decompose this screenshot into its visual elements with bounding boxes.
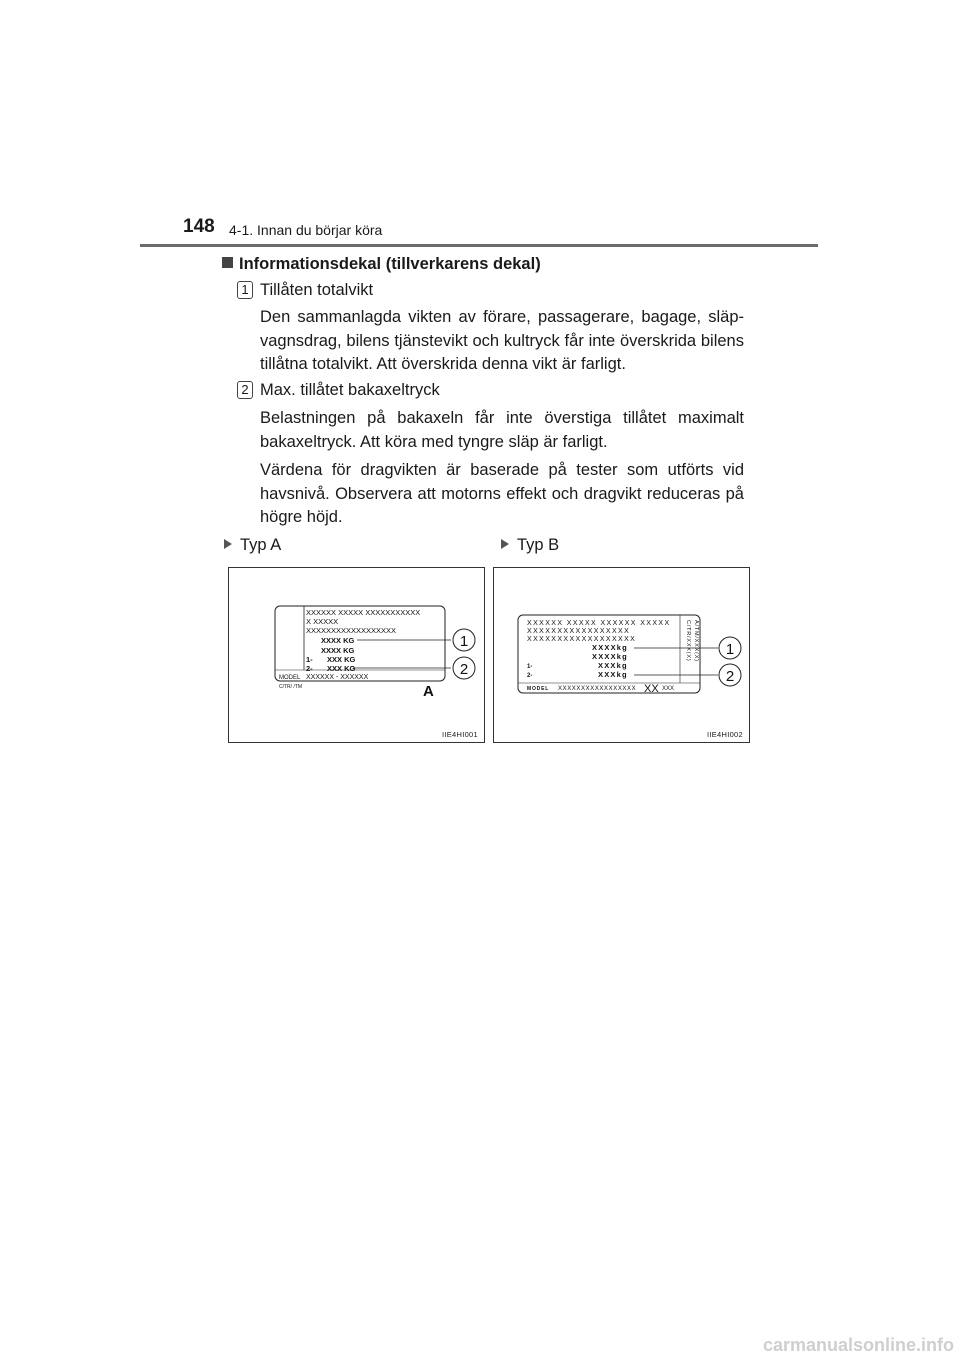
item-text-2: Belastningen på bakaxeln får inte överstiga tillåtet maximalt bakaxeltryck. Att köra med tyngre släp är farligt.	[260, 409, 744, 451]
section-heading	[222, 255, 541, 274]
chapter-title: 4-1. Innan du börjar köra	[229, 222, 383, 238]
label-b-line-8: 2-	[527, 673, 533, 679]
type-b-label-text: Typ B	[517, 536, 560, 554]
label-b-vertical-1: C/TR/XXX(X)	[685, 620, 691, 662]
label-b-model-value: XXXXXXXXXXXXXXXXX	[558, 686, 637, 692]
label-a-line-3: XXXXXXXXXXXXXXXXXX	[306, 626, 397, 635]
site-watermark: carmanualsonline.info	[763, 1335, 955, 1355]
label-b-line-3: XXXXXXXXXXXXXXXXXX	[527, 636, 637, 643]
label-b-line-1: XXXXXX XXXXX XXXXXX XXXXX	[527, 620, 671, 627]
callout-1-a: 1	[459, 633, 469, 650]
label-a-tr-tm: C/TR/ /TM	[279, 684, 303, 690]
label-b-line-5: XXXXkg	[592, 652, 628, 661]
label-a-line-7: XXX KG	[327, 655, 356, 664]
label-b-vertical-2: A/TM/XXX(X)	[693, 620, 699, 662]
figure-type-a	[228, 567, 485, 743]
item-number-1: 1	[237, 281, 253, 299]
label-b-line-6: 1-	[527, 664, 533, 670]
label-b-xx: XX	[644, 683, 659, 695]
label-a-line-2: X XXXXX	[306, 617, 339, 626]
label-b-line-7: XXXkg	[598, 661, 628, 670]
label-a-model-value: XXXXXX - XXXXXX	[306, 674, 369, 681]
label-a-line-4: XXXX KG	[321, 636, 355, 645]
label-a-line-9: XXX KG	[327, 664, 356, 673]
label-a-letter: A	[423, 683, 434, 700]
figure-type-b	[493, 567, 750, 743]
section-heading-text: Informationsdekal (tillverkarens dekal)	[239, 255, 541, 273]
label-illustration-a	[229, 568, 484, 742]
header-divider	[140, 244, 818, 247]
item-title-2: Max. tillåtet bakaxeltryck	[260, 381, 440, 399]
label-a-line-1: XXXXXX XXXXX XXXXXXXXXXX	[306, 608, 421, 617]
item-title-1: Tillåten totalvikt	[260, 281, 374, 299]
square-bullet-icon	[222, 257, 233, 268]
triangle-bullet-icon	[224, 539, 232, 549]
label-b-line-4: XXXXkg	[592, 643, 628, 652]
type-b-label	[501, 536, 559, 555]
item-text-1: Den sammanlagda vikten av förare, passagerare, bagage, släp-vagnsdrag, bilens tjänstevikt och kultryck får inte överskrida bilens tillåtna totalvikt. Att överskrida denna vikt är farligt.	[260, 308, 744, 373]
type-a-label	[224, 536, 281, 555]
label-illustration-b	[494, 568, 749, 742]
label-b-line-2: XXXXXXXXXXXXXXXXX	[527, 628, 631, 635]
label-a-line-8: 2-	[306, 664, 313, 673]
callout-2-a: 2	[459, 661, 469, 678]
triangle-bullet-icon	[501, 539, 509, 549]
label-b-line-9: XXXkg	[598, 670, 628, 679]
label-a-model: MODEL	[279, 675, 301, 681]
figure-code-b: IIE4HI002	[706, 730, 743, 739]
type-a-label-text: Typ A	[240, 536, 282, 554]
page-number: 148	[183, 216, 215, 237]
label-a-line-6: 1-	[306, 655, 313, 664]
item-number-2: 2	[237, 381, 253, 399]
label-a-line-5: XXXX KG	[321, 646, 355, 655]
callout-1-b: 1	[725, 641, 735, 658]
label-b-model: MODEL	[527, 686, 550, 692]
figure-code-a: IIE4HI001	[441, 730, 478, 739]
label-b-xxx: XXX	[662, 686, 675, 692]
callout-2-b: 2	[725, 668, 735, 685]
item-text-2-note: Värdena för dragvikten är baserade på tester som utförts vid havsnivå. Observera att motorns effekt och dragvikt reduceras på högre höjd.	[260, 461, 744, 526]
